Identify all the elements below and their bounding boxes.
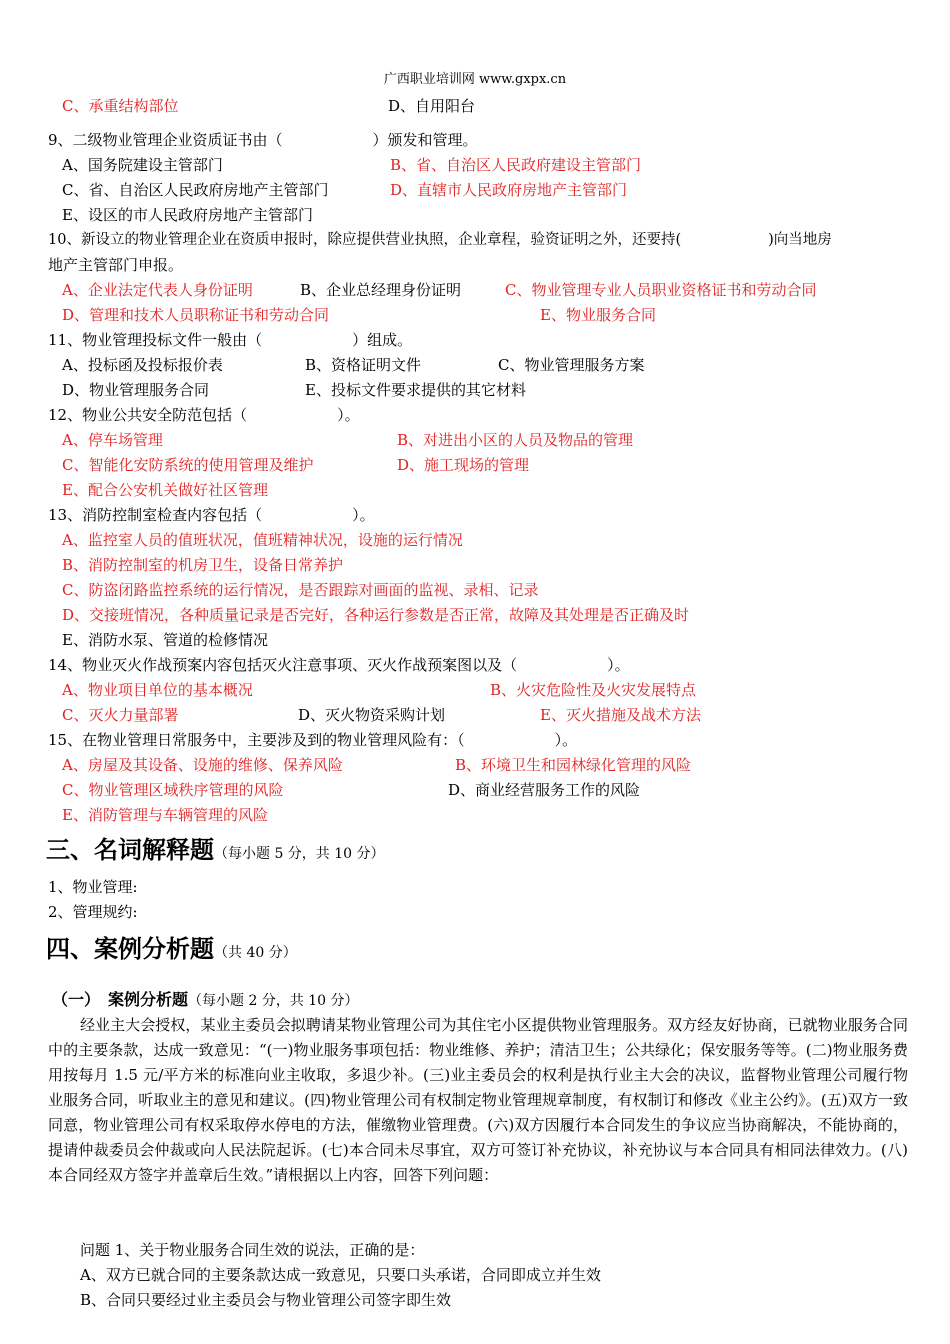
q14-option-b: B、火灾危险性及火灾发展特点 <box>490 681 697 699</box>
q9-option-a: A、国务院建设主管部门 <box>62 156 223 174</box>
q14-option-e: E、灭火措施及战术方法 <box>540 706 701 724</box>
section4-sub-title: （一） 案例分析题 <box>52 990 189 1009</box>
q13-option-c: C、防盗闭路监控系统的运行情况，是否跟踪对画面的监视、录相、记录 <box>62 581 539 599</box>
q14-option-a: A、物业项目单位的基本概况 <box>62 681 253 699</box>
q13-option-d: D、交接班情况，各种质量记录是否完好，各种运行参数是否正常，故障及其处理是否正确及时 <box>62 606 690 624</box>
q10-option-b: B、企业总经理身份证明 <box>300 281 462 299</box>
q9-option-d: D、直辖市人民政府房地产主管部门 <box>390 181 628 199</box>
q13-option-b: B、消防控制室的机房卫生，设备日常养护 <box>62 556 344 574</box>
q10-option-a: A、企业法定代表人身份证明 <box>62 281 253 299</box>
q11-option-b: B、资格证明文件 <box>305 356 422 374</box>
section3-item-2: 2、管理规约: <box>48 903 138 921</box>
q11-option-d: D、物业管理服务合同 <box>62 381 210 399</box>
q11-option-e: E、投标文件要求提供的其它材料 <box>305 381 526 399</box>
q11-stem: 11、物业管理投标文件一般由（ ）组成。 <box>48 331 413 349</box>
q13-option-a: A、监控室人员的值班状况，值班精神状况，设施的运行情况 <box>62 531 463 549</box>
section4-title: 四、案例分析题 <box>46 934 214 963</box>
q8-option-c: C、承重结构部位 <box>62 97 179 115</box>
q14-stem: 14、物业灭火作战预案内容包括灭火注意事项、灭火作战预案图以及（ ）。 <box>48 656 630 674</box>
q10-option-d: D、管理和技术人员职称证书和劳动合同 <box>62 306 330 324</box>
q10-stem-line1: 10、新设立的物业管理企业在资质申报时，除应提供营业执照，企业章程，验资证明之外，还要持( )向当地房 <box>48 232 832 248</box>
q11-option-a: A、投标函及投标报价表 <box>62 356 223 374</box>
q10-stem-line2: 地产主管部门申报。 <box>48 256 184 274</box>
section4-sub-note: （每小题 2 分，共 10 分） <box>188 993 359 1009</box>
q12-option-c: C、智能化安防系统的使用管理及维护 <box>62 456 314 474</box>
q12-option-a: A、停车场管理 <box>62 431 163 449</box>
q15-option-a: A、房屋及其设备、设施的维修、保养风险 <box>62 756 343 774</box>
q9-option-b: B、省、自治区人民政府建设主管部门 <box>390 156 642 174</box>
q13-stem: 13、消防控制室检查内容包括（ ）。 <box>48 506 375 524</box>
case-question-1-option-b: B、合同只要经过业主委员会与物业管理公司签字即生效 <box>80 1291 452 1309</box>
q10-option-c: C、物业管理专业人员职业资格证书和劳动合同 <box>505 281 817 299</box>
q9-stem: 9、二级物业管理企业资质证书由（ ）颁发和管理。 <box>48 131 478 149</box>
section3-title: 三、名词解释题 <box>46 835 214 864</box>
section4-note: （共 40 分） <box>214 945 297 961</box>
q13-option-e: E、消防水泵、管道的检修情况 <box>62 631 268 649</box>
q11-option-c: C、物业管理服务方案 <box>498 356 645 374</box>
q9-option-c: C、省、自治区人民政府房地产主管部门 <box>62 181 329 199</box>
q12-stem: 12、物业公共安全防范包括（ ）。 <box>48 406 360 424</box>
q15-option-d: D、商业经营服务工作的风险 <box>448 781 641 799</box>
section3-item-1: 1、物业管理: <box>48 878 138 896</box>
q9-option-e: E、设区的市人民政府房地产主管部门 <box>62 206 313 224</box>
q12-option-b: B、对进出小区的人员及物品的管理 <box>397 431 634 449</box>
q15-option-c: C、物业管理区域秩序管理的风险 <box>62 781 284 799</box>
q8-option-d: D、自用阳台 <box>388 97 476 115</box>
case-paragraph: 经业主大会授权，某业主委员会拟聘请某物业管理公司为其住宅小区提供物业管理服务。双方经友好协商，已就物业服务合同中的主要条款，达成一致意见：“(一)物业服务事项包括：物业维修、养护；清洁卫生；公共绿化；保安服务等等。(二)物业服务费用按每月 1.5 元/平方米的标准向业主收取，多退少补。(三)业主委员会的权利是执行业主大会的决议，监督物业管理公司履行物业服务合同，听取业主的意见和建议。(四)物业管理公司有权制定物业管理规章制度，有权制订和修改《业主公约》。(五)双方一致同意，物业管理公司有权采取停水停电的方法，催缴物业管理费。(六)双方因履行本合同发生的争议应当协商解决，不能协商的，提请仲裁委员会仲裁或向人民法院起诉。(七)本合同未尽事宜，双方可签订补充协议，补充协议与本合同具有相同法律效力。(八)本合同经双方签字并盖章后生效。”请根据以上内容，回答下列问题： <box>48 1016 908 1184</box>
q14-option-c: C、灭火力量部署 <box>62 706 179 724</box>
q15-option-b: B、环境卫生和园林绿化管理的风险 <box>455 756 692 774</box>
page-header: 广西职业培训网 www.gxpx.cn <box>383 72 567 87</box>
q10-option-e: E、物业服务合同 <box>540 306 656 324</box>
case-question-1-option-a: A、双方已就合同的主要条款达成一致意见，只要口头承诺，合同即成立并生效 <box>80 1266 601 1284</box>
section4-sub-heading <box>52 990 359 1011</box>
q15-option-e: E、消防管理与车辆管理的风险 <box>62 806 268 824</box>
q14-option-d: D、灭火物资采购计划 <box>298 706 446 724</box>
case-question-1: 问题 1、关于物业服务合同生效的说法，正确的是： <box>80 1241 425 1259</box>
section4-heading <box>46 934 297 968</box>
q12-option-d: D、施工现场的管理 <box>397 456 530 474</box>
q12-option-e: E、配合公安机关做好社区管理 <box>62 481 268 499</box>
section3-heading <box>46 835 385 869</box>
q15-stem: 15、在物业管理日常服务中，主要涉及到的物业管理风险有：（ ）。 <box>48 731 578 749</box>
section3-note: （每小题 5 分，共 10 分） <box>214 846 385 862</box>
